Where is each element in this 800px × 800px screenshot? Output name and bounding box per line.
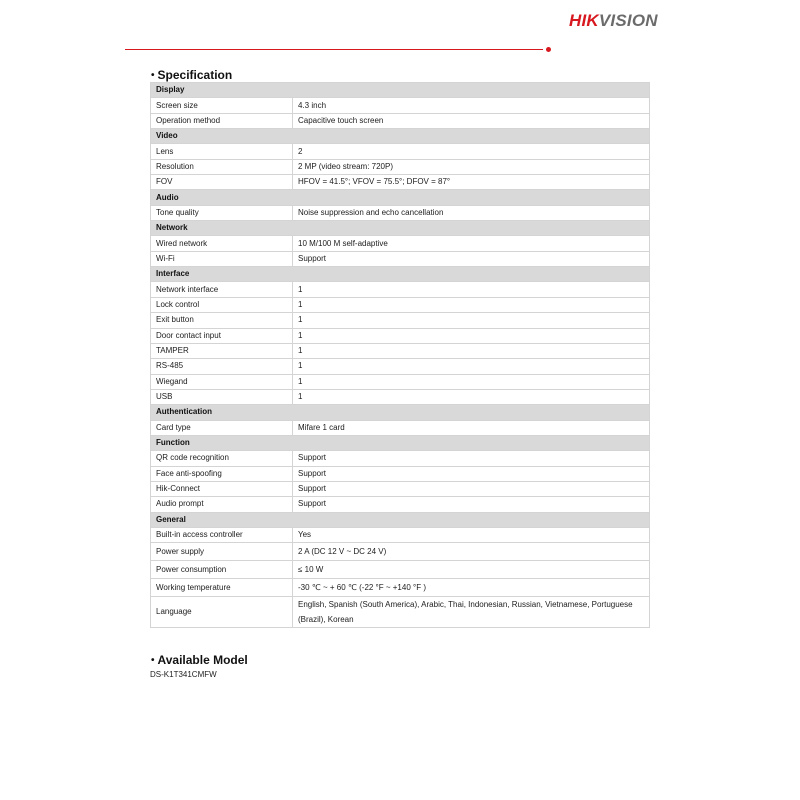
spec-label: Network interface <box>151 282 293 297</box>
spec-label: TAMPER <box>151 343 293 358</box>
available-model-heading <box>151 653 248 667</box>
spec-row <box>151 175 650 190</box>
specification-heading-text: Specification <box>157 68 233 82</box>
spec-label: Wiegand <box>151 374 293 389</box>
spec-category-label: Function <box>151 435 650 450</box>
spec-category-row <box>151 512 650 527</box>
spec-value: HFOV = 41.5°; VFOV = 75.5°; DFOV = 87° <box>293 175 650 190</box>
spec-label: Lock control <box>151 297 293 312</box>
spec-row <box>151 343 650 358</box>
model-number: DS-K1T341CMFW <box>150 670 217 679</box>
spec-row <box>151 466 650 481</box>
spec-row <box>151 561 650 579</box>
specification-table-body <box>151 83 650 628</box>
spec-row <box>151 113 650 128</box>
spec-category-row <box>151 190 650 205</box>
spec-value: Support <box>293 497 650 512</box>
spec-row <box>151 374 650 389</box>
spec-category-row <box>151 129 650 144</box>
spec-label: USB <box>151 389 293 404</box>
spec-label: QR code recognition <box>151 451 293 466</box>
spec-label: Operation method <box>151 113 293 128</box>
spec-row <box>151 236 650 251</box>
spec-value: 10 M/100 M self-adaptive <box>293 236 650 251</box>
spec-value: Yes <box>293 527 650 542</box>
spec-value: 1 <box>293 297 650 312</box>
spec-category-label: Interface <box>151 267 650 282</box>
spec-row <box>151 359 650 374</box>
spec-label: Power consumption <box>151 561 293 579</box>
spec-label: Lens <box>151 144 293 159</box>
spec-value: Noise suppression and echo cancellation <box>293 205 650 220</box>
logo-part-vision: VISION <box>598 11 658 30</box>
spec-row <box>151 420 650 435</box>
spec-label: Hik-Connect <box>151 481 293 496</box>
spec-category-label: Audio <box>151 190 650 205</box>
bullet-icon: • <box>151 655 155 666</box>
spec-row <box>151 282 650 297</box>
specification-heading <box>151 68 232 82</box>
spec-value: English, Spanish (South America), Arabic, Thai, Indonesian, Russian, Vietnamese, Portuguese (Brazil), Korean <box>293 597 650 628</box>
spec-label: Exit button <box>151 313 293 328</box>
spec-label: Built-in access controller <box>151 527 293 542</box>
spec-value: Capacitive touch screen <box>293 113 650 128</box>
spec-row <box>151 98 650 113</box>
spec-row <box>151 497 650 512</box>
spec-value: 1 <box>293 389 650 404</box>
spec-label: Face anti-spoofing <box>151 466 293 481</box>
header-rule <box>125 49 543 50</box>
spec-category-label: Video <box>151 129 650 144</box>
spec-value: 2 A (DC 12 V ~ DC 24 V) <box>293 543 650 561</box>
spec-category-label: Display <box>151 83 650 98</box>
spec-value: Support <box>293 451 650 466</box>
spec-label: Tone quality <box>151 205 293 220</box>
spec-row <box>151 527 650 542</box>
spec-category-row <box>151 221 650 236</box>
spec-row <box>151 159 650 174</box>
spec-value: Mifare 1 card <box>293 420 650 435</box>
spec-label: Wi-Fi <box>151 251 293 266</box>
spec-value: 1 <box>293 343 650 358</box>
spec-row <box>151 297 650 312</box>
spec-label: Door contact input <box>151 328 293 343</box>
spec-category-row <box>151 267 650 282</box>
spec-category-row <box>151 83 650 98</box>
spec-row <box>151 251 650 266</box>
spec-label: Power supply <box>151 543 293 561</box>
spec-value: 2 MP (video stream: 720P) <box>293 159 650 174</box>
bullet-icon: • <box>151 70 155 81</box>
spec-row <box>151 205 650 220</box>
spec-row <box>151 313 650 328</box>
spec-value: 1 <box>293 359 650 374</box>
header-rule-dot <box>546 47 551 52</box>
spec-row <box>151 579 650 597</box>
specification-table <box>150 82 650 628</box>
spec-row <box>151 389 650 404</box>
available-model-heading-text: Available Model <box>157 653 248 667</box>
spec-category-row <box>151 405 650 420</box>
spec-value: -30 ℃ ~ + 60 ℃ (-22 °F ~ +140 °F ) <box>293 579 650 597</box>
spec-label: RS-485 <box>151 359 293 374</box>
spec-label: Language <box>151 597 293 628</box>
spec-value: 1 <box>293 282 650 297</box>
spec-value: 1 <box>293 374 650 389</box>
spec-label: Screen size <box>151 98 293 113</box>
spec-value: 4.3 inch <box>293 98 650 113</box>
spec-label: Audio prompt <box>151 497 293 512</box>
spec-value: 2 <box>293 144 650 159</box>
spec-value: 1 <box>293 328 650 343</box>
spec-row <box>151 543 650 561</box>
spec-value: Support <box>293 466 650 481</box>
spec-row <box>151 597 650 628</box>
spec-category-label: General <box>151 512 650 527</box>
spec-category-label: Network <box>151 221 650 236</box>
spec-label: Working temperature <box>151 579 293 597</box>
spec-label: Card type <box>151 420 293 435</box>
spec-label: Wired network <box>151 236 293 251</box>
spec-value: 1 <box>293 313 650 328</box>
spec-label: Resolution <box>151 159 293 174</box>
spec-row <box>151 481 650 496</box>
spec-row <box>151 144 650 159</box>
hikvision-logo <box>569 11 658 31</box>
logo-part-hik: HIK <box>569 11 599 30</box>
spec-value: Support <box>293 481 650 496</box>
spec-value: ≤ 10 W <box>293 561 650 579</box>
spec-label: FOV <box>151 175 293 190</box>
spec-row <box>151 451 650 466</box>
spec-category-row <box>151 435 650 450</box>
spec-category-label: Authentication <box>151 405 650 420</box>
spec-value: Support <box>293 251 650 266</box>
spec-row <box>151 328 650 343</box>
